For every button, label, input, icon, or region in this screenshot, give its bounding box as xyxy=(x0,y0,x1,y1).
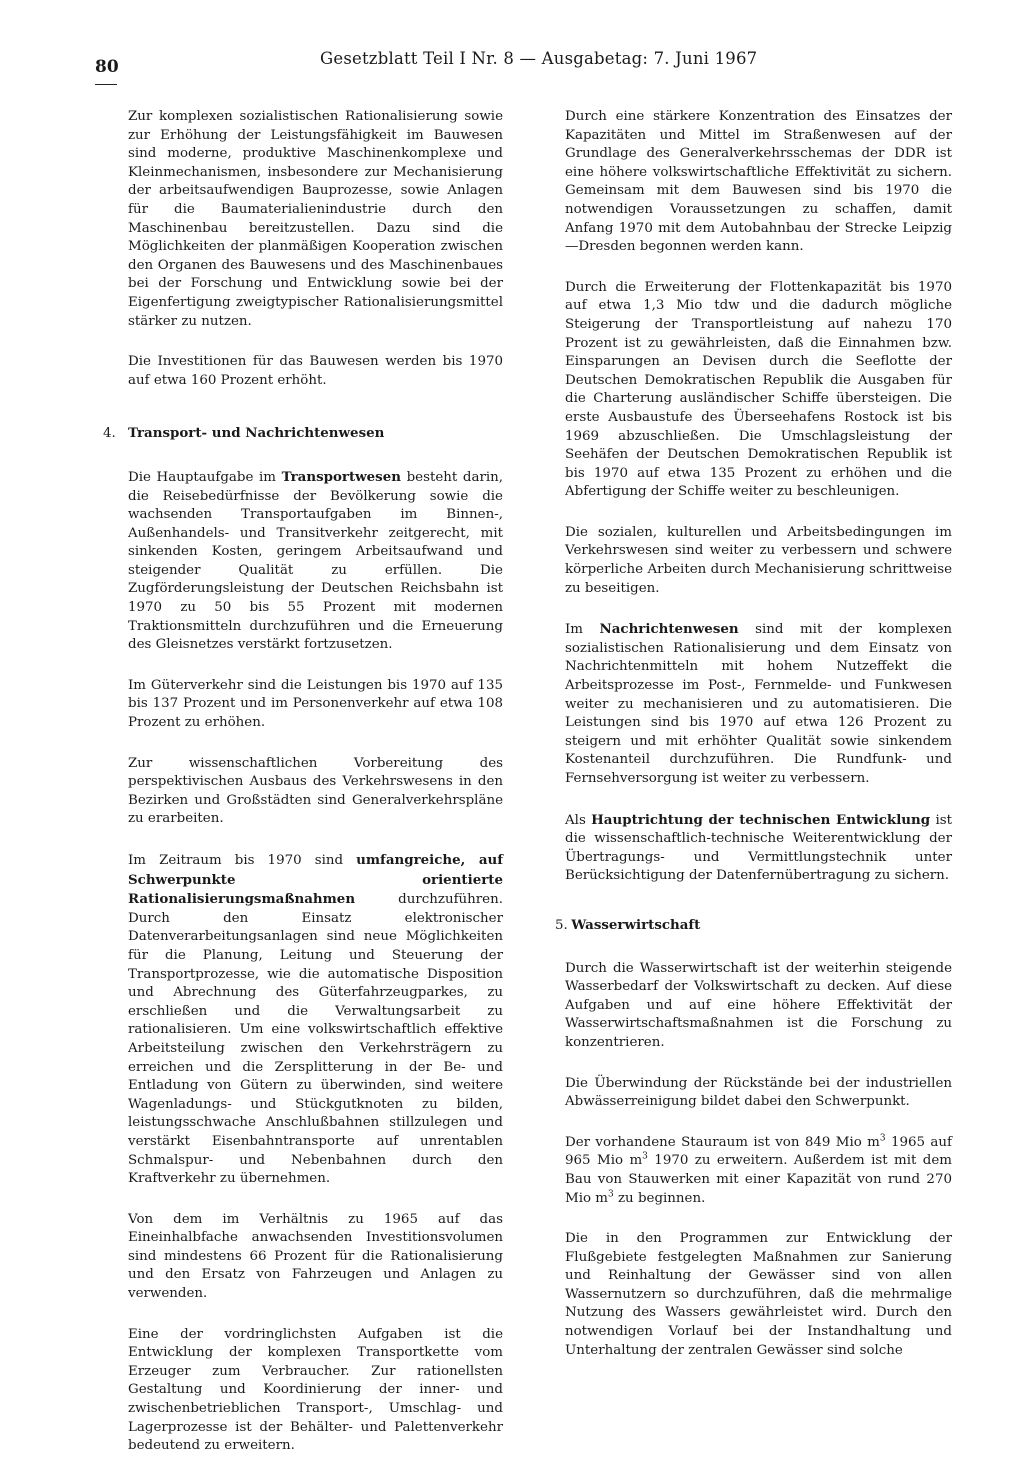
text-run: besteht darin, die Reisebedürfnisse der Bevölkerung sowie die wachsenden Transportaufgaben im Binnen-, Außenhandels- und Transitverkehr zeitgerecht, mit sinkenden Kosten, geringem Arbeitsaufwand und steigender Qualität zu erfüllen. Die Zugförderungsleistung der Deutschen Reichsbahn ist 1970 zu 50 bis 55 Prozent mit modernen Traktionsmitteln durchzuführen und die Erneuerung des Gleisnetzes verstärkt fortzusetzen. xyxy=(128,469,504,653)
text-run: Im xyxy=(565,622,600,638)
emphasis: Hauptrichtung der technischen Entwicklung xyxy=(591,811,931,828)
text-run: ist die wissenschaftlich-technische Weiterentwicklung der Übertragungs- und Vermittlungstechnik unter Berücksichtigung der Datenfernübertragung zu sichern. xyxy=(565,812,952,884)
section-heading-wasserwirtschaft xyxy=(555,916,952,936)
section-number: 4. xyxy=(103,426,116,442)
paragraph: Durch die Wasserwirtschaft ist der weiterhin steigende Wasserbedarf der Volkswirtschaft zu decken. Auf diese Aufgaben und auf eine höhere Effektivität der Wasserwirtschaftsmaßnahmen ist die Forschung zu konzentrieren. xyxy=(565,960,952,1050)
text-run: 1965 auf 965 Mio m xyxy=(565,1134,952,1169)
paragraph: Durch die Erweiterung der Flottenkapazität bis 1970 auf etwa 1,3 Mio tdw und die dadurch mögliche Steigerung der Transportleistung auf nahezu 170 Prozent ist zu gewährleisten, daß die Einnahmen bzw. Einsparungen an Devisen durch die Seeflotte der Deutschen Demokratischen Republik die Ausgaben für die Charterung ausländischer Schiffe übersteigen. Die erste Ausbaustufe des Überseehafens Rostock ist bis 1969 abzuschließen. Die Umschlagsleistung der Seehäfen der Deutschen Demokratischen Republik ist bis 1970 auf etwa 135 Prozent zu erhöhen und die Abfertigung der Schiffe weiter zu beschleunigen. xyxy=(565,279,952,500)
text-run: zu beginnen. xyxy=(613,1190,706,1206)
page-number: 80 xyxy=(95,57,119,77)
section-heading-transport xyxy=(103,424,503,444)
paragraph: Im Güterverkehr sind die Leistungen bis 1970 auf 135 bis 137 Prozent und im Personenverkehr auf etwa 108 Prozent zu erhöhen. xyxy=(128,677,503,731)
text-run: 1970 zu erweitern. Außerdem ist mit dem Bau von Stauwerken mit einer Kapazität von rund 270 Mio m xyxy=(565,1153,953,1206)
paragraph xyxy=(103,851,503,1189)
text-run: Als xyxy=(565,812,592,828)
running-header: Gesetzblatt Teil I Nr. 8 — Ausgabetag: 7. Juni 1967 xyxy=(320,49,758,68)
paragraph xyxy=(555,1134,952,1208)
superscript: 3 xyxy=(879,1133,886,1144)
paragraph xyxy=(555,811,952,886)
paragraph: Zur komplexen sozialistischen Rationalisierung sowie zur Erhöhung der Leistungsfähigkeit im Bauwesen sind moderne, produktive Maschinenkomplexe und Kleinmechanismen, insbesondere zur Mechanisierung der arbeitsaufwendigen Bauprozesse, sowie Anlagen für die Baumaterialienindustrie durch den Maschinenbau bereitzustellen. Dazu sind die Möglichkeiten der planmäßigen Kooperation zwischen den Organen des Bauwesens und des Maschinenbaues bei der Forschung und Entwicklung sowie bei der Eigenfertigung zweigtypischer Rationalisierungsmittel stärker zu nutzen. xyxy=(128,109,503,329)
paragraph: Die Investitionen für das Bauwesen werden bis 1970 auf etwa 160 Prozent erhöht. xyxy=(128,354,503,388)
emphasis: umfangreiche, auf Schwerpunkte orientierte Rationalisierungsmaßnahmen xyxy=(128,852,503,908)
text-run: Der vorhandene Stauraum ist von 849 Mio m xyxy=(565,1134,880,1150)
paragraph: Die Überwindung der Rückstände bei der industriellen Abwässerreinigung bildet dabei den Schwerpunkt. xyxy=(565,1075,952,1110)
section-number: 5. xyxy=(555,917,568,933)
header-rule xyxy=(95,84,117,85)
paragraph: Die sozialen, kulturellen und Arbeitsbedingungen im Verkehrswesen sind weiter zu verbessern und schwere körperliche Arbeiten durch Mechanisierung schrittweise zu beseitigen. xyxy=(565,524,952,596)
superscript: 3 xyxy=(608,1189,614,1200)
paragraph: Die in den Programmen zur Entwicklung der Flußgebiete festgelegten Maßnahmen zur Sanierung und Reinhaltung der Gewässer sind von allen Wassernutzern so durchzuführen, daß die mehrmalige Nutzung des Wassers gewährleistet wird. Durch den notwendigen Vorlauf bei der Instandhaltung und Unterhaltung der zentralen Gewässer sind solche xyxy=(565,1231,952,1358)
text-run: durchzuführen. Durch den Einsatz elektronischer Datenverarbeitungsanlagen sind neue Möglichkeiten für die Planung, Leitung und Steuerung der Transportprozesse, wie die automatische Disposition und Abrechnung des Güterfahrzeugparkes, zu erschließen und die Verwaltungsarbeit zu rationalisieren. Um eine volkswirtschaftlich effektive Arbeitsteilung zwischen den Verkehrsträgern zu erreichen und die Zersplitterung in der Be- und Entladung von Gütern zu überwinden, sind weitere Wagenladungs- und Stückgutknoten zu bilden, leistungsschwache Anschlußbahnen stillzulegen und verstärkt Eisenbahntransporte auf unrentablen Schmalspur- und Nebenbahnen durch den Kraftverkehr zu übernehmen. xyxy=(128,892,503,1187)
text-run: Die Hauptaufgabe im xyxy=(128,469,282,485)
paragraph: Von dem im Verhältnis zu 1965 auf das Eineinhalbfache anwachsenden Investitionsvolumen sind mindestens 66 Prozent für die Rationalisierung und den Ersatz von Fahrzeugen und Anlagen zu verwenden. xyxy=(128,1211,503,1302)
superscript: 3 xyxy=(642,1151,648,1162)
paragraph: Zur wissenschaftlichen Vorbereitung des perspektivischen Ausbaus des Verkehrswesens in den Bezirken und Großstädten sind Generalverkehrspläne zu erarbeiten. xyxy=(128,755,503,827)
emphasis: Nachrichtenwesen xyxy=(599,621,739,638)
section-title: Wasserwirtschaft xyxy=(571,916,701,933)
right-column xyxy=(555,108,952,1382)
text-run: sind mit der komplexen sozialistischen Rationalisierung und dem Einsatz von Nachrichtenmitteln mit hohem Nutzeffekt die Arbeitsprozesse im Post-, Fernmelde- und Funkwesen weiter zu mechanisieren und zu automatisieren. Die Leistungen sind bis 1970 auf etwa 126 Prozent zu steigern und mit erhöhter Qualität sowie sinkendem Kostenanteil durchzuführen. Die Rundfunk- und Fernsehversorgung ist weiter zu verbessern. xyxy=(565,622,953,786)
section-title: Transport- und Nachrichtenwesen xyxy=(128,425,385,442)
paragraph xyxy=(555,620,952,788)
paragraph xyxy=(103,468,503,655)
emphasis: Transportwesen xyxy=(281,468,401,485)
left-column xyxy=(103,108,503,1478)
paragraph: Eine der vordringlichsten Aufgaben ist die Entwicklung der komplexen Transportkette vom Erzeuger zum Verbraucher. Zur rationellsten Gestaltung und Koordinierung der inner- und zwischenbetrieblichen Transport-, Umschlag- und Lagerprozesse ist der Behälter- und Palettenverkehr bedeutend zu erweitern. xyxy=(128,1326,503,1454)
paragraph: Durch eine stärkere Konzentration des Einsatzes der Kapazitäten und Mittel im Straßenwesen auf der Grundlage des Generalverkehrsschemas der DDR ist eine höhere volkswirtschaftliche Effektivität zu sichern. Gemeinsam mit dem Bauwesen sind bis 1970 die notwendigen Voraussetzungen zu schaffen, damit Anfang 1970 mit dem Autobahnbau der Strecke Leipzig—Dresden begonnen werden kann. xyxy=(565,109,952,255)
text-run: Im Zeitraum bis 1970 sind xyxy=(128,853,357,868)
